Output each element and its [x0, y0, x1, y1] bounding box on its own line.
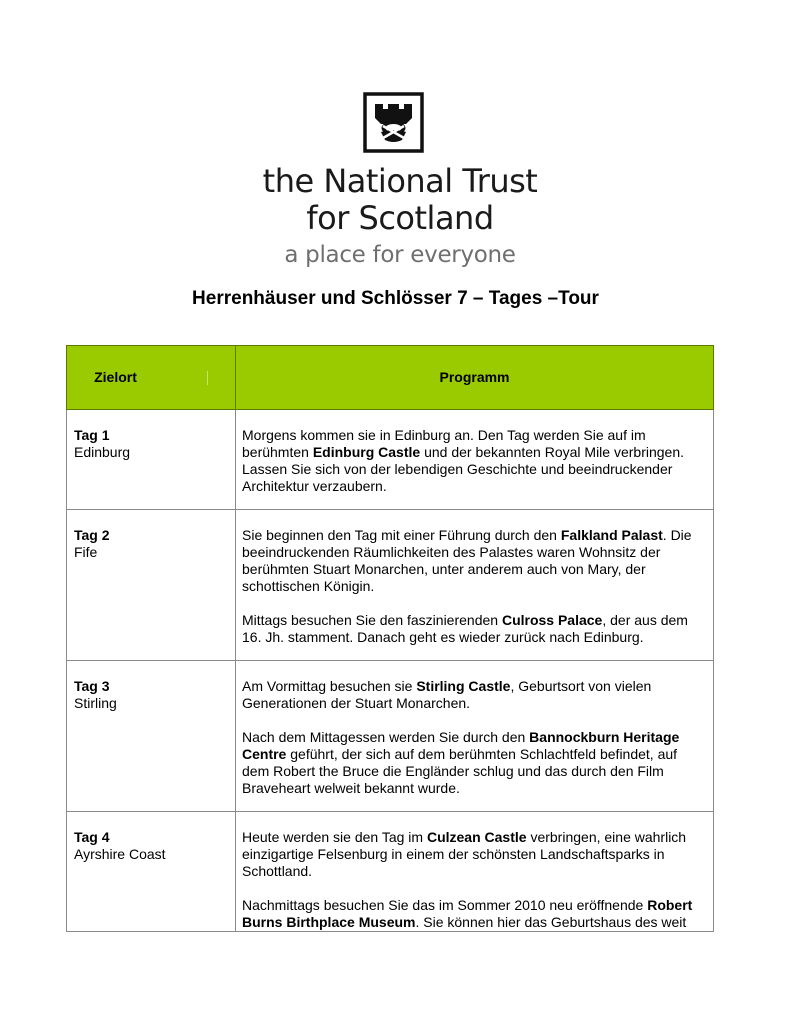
day-label: Tag 3 [74, 678, 110, 694]
highlighted-site-name: Robert Burns Birthplace Museum [242, 897, 693, 930]
place-label: Stirling [74, 695, 117, 711]
header-separator [207, 371, 208, 385]
program-paragraph [242, 729, 706, 797]
castle-saltire-emblem-icon [363, 92, 424, 153]
destination-cell [67, 812, 236, 932]
day-label: Tag 2 [74, 527, 110, 543]
highlighted-site-name: Edinburg Castle [312, 444, 421, 460]
logo-name-line2: for Scotland [306, 199, 494, 237]
program-paragraph [242, 612, 706, 646]
table-row [67, 410, 714, 510]
program-text: Mittags besuchen Sie den faszinierenden [242, 612, 502, 628]
table-row [67, 812, 714, 932]
table-row [67, 510, 714, 661]
program-paragraph [242, 527, 706, 595]
national-trust-logo [255, 82, 545, 278]
itinerary-table [66, 345, 714, 932]
highlighted-site-name: Stirling Castle [416, 678, 511, 694]
header-destination-label: Zielort [94, 369, 137, 385]
program-paragraph [242, 829, 706, 880]
program-text: . Die beeindruckenden Räumlichkeiten des Palastes waren Wohnsitz der berühmten Stuart Monarchen, unter anderem auch von Mary, der schottischen Königin. [242, 527, 692, 594]
program-text: . Sie können hier das Geburtshaus des weit [415, 914, 687, 930]
program-paragraph [242, 427, 706, 495]
header-destination [67, 346, 236, 410]
highlighted-site-name: Culzean Castle [426, 829, 527, 845]
program-cell [236, 661, 714, 812]
highlighted-site-name: Falkland Palast [560, 527, 663, 543]
place-label: Ayrshire Coast [74, 846, 166, 862]
program-text: verbringen, eine wahrlich einzigartige Felsenburg in einem der schönsten Landschaftsparks in Schottland. [242, 829, 687, 879]
program-paragraph [242, 897, 706, 931]
program-paragraph [242, 678, 706, 712]
program-text: Sie beginnen den Tag mit einer Führung durch den [242, 527, 561, 543]
program-cell [236, 410, 714, 510]
document-title: Herrenhäuser und Schlösser 7 – Tages –Tour [192, 288, 599, 309]
header-program: Programm [236, 346, 714, 410]
place-label: Fife [74, 544, 98, 560]
program-text: Nach dem Mittagessen werden Sie durch den [242, 729, 530, 745]
program-text: und der bekannten Royal Mile verbringen. Lassen Sie sich von der lebendigen Geschichte und beeindruckender Architektur verzaubern. [242, 444, 685, 494]
destination-cell [67, 410, 236, 510]
program-text: Morgens kommen sie in Edinburg an. Den Tag werden Sie auf im berühmten [242, 427, 646, 460]
table-header-row [67, 346, 714, 410]
destination-cell [67, 661, 236, 812]
program-text: geführt, der sich auf dem berühmten Schlachtfeld befindet, auf dem Robert the Bruce die Engländer schlug und das durch den Film Braveheart welweit bekannt wurde. [242, 746, 678, 796]
day-label: Tag 4 [74, 829, 110, 845]
program-text: , der aus dem 16. Jh. stamment. Danach geht es wieder zurück nach Edinburg. [242, 612, 688, 645]
program-text: Am Vormittag besuchen sie [242, 678, 417, 694]
logo-tagline: a place for everyone [284, 242, 516, 268]
program-text: Nachmittags besuchen Sie das im Sommer 2010 neu eröffnende [242, 897, 648, 913]
program-text: Heute werden sie den Tag im [242, 829, 427, 845]
day-label: Tag 1 [74, 427, 110, 443]
destination-cell [67, 510, 236, 661]
highlighted-site-name: Culross Palace [501, 612, 603, 628]
logo-name-line1: the National Trust [262, 162, 538, 200]
program-text: , Geburtsort von vielen Generationen der Stuart Monarchen. [242, 678, 652, 711]
table-row [67, 661, 714, 812]
place-label: Edinburg [74, 444, 131, 460]
highlighted-site-name: Bannockburn Heritage Centre [242, 729, 680, 762]
program-cell [236, 812, 714, 932]
program-cell [236, 510, 714, 661]
